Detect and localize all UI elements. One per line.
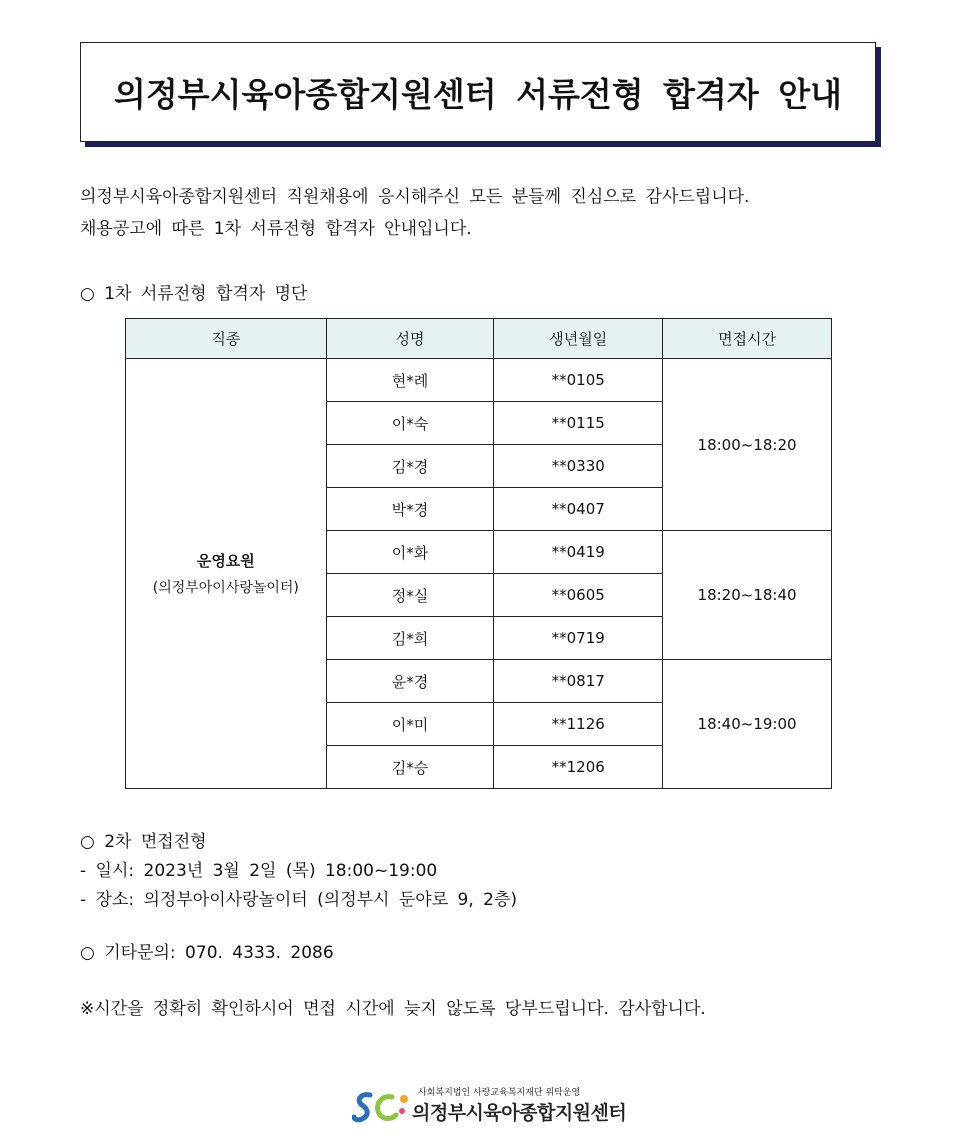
birth-cell: **1126 [494, 703, 663, 746]
name-cell: 박*경 [326, 488, 494, 531]
name-cell: 이*숙 [326, 402, 494, 445]
job-title: 운영요원 [196, 552, 255, 570]
footer-logo [352, 1085, 626, 1125]
job-subtitle: (의정부아이사랑놀이터) [152, 580, 299, 596]
notice-text: ※시간을 정확히 확인하시어 면접 시간에 늦지 않도록 당부드립니다. 감사합니다. [80, 999, 706, 1019]
intro-line-1: 의정부시육아종합지원센터 직원채용에 응시해주신 모든 분들께 진심으로 감사드립니다. [80, 187, 750, 207]
page-title: 의정부시육아종합지원센터 서류전형 합격자 안내 [114, 74, 842, 114]
birth-cell: **0407 [494, 488, 663, 531]
name-cell: 김*경 [326, 445, 494, 488]
interview-date: - 일시: 2023년 3월 2일 (목) 18:00~19:00 [80, 861, 438, 881]
birth-cell: **1206 [494, 746, 663, 789]
section2-heading: ○ 2차 면접전형 [80, 832, 207, 852]
intro-text [80, 181, 749, 245]
header-job: 직종 [126, 319, 327, 359]
name-cell: 정*실 [326, 574, 494, 617]
job-cell [126, 359, 327, 789]
section2 [80, 828, 517, 915]
interview-place: - 장소: 의정부아이사랑놀이터 (의정부시 둔야로 9, 2층) [80, 890, 518, 910]
name-cell: 이*화 [326, 531, 494, 574]
center-logo-icon [352, 1089, 410, 1125]
footer-subtitle: 사회복지법인 사랑교육복지재단 위탁운영 [418, 1088, 581, 1098]
name-cell: 김*희 [326, 617, 494, 660]
title-box [80, 42, 876, 142]
name-cell: 현*례 [326, 359, 494, 402]
birth-cell: **0115 [494, 402, 663, 445]
birth-cell: **0817 [494, 660, 663, 703]
birth-cell: **0419 [494, 531, 663, 574]
header-interview-time: 면접시간 [663, 319, 832, 359]
contact-info: ○ 기타문의: 070. 4333. 2086 [80, 943, 334, 963]
birth-cell: **0719 [494, 617, 663, 660]
name-cell: 이*미 [326, 703, 494, 746]
intro-line-2: 채용공고에 따른 1차 서류전형 합격자 안내입니다. [80, 219, 472, 239]
section1-heading: ○ 1차 서류전형 합격자 명단 [80, 284, 308, 304]
header-name: 성명 [326, 319, 494, 359]
name-cell: 김*승 [326, 746, 494, 789]
time-cell: 18:20~18:40 [663, 531, 832, 660]
birth-cell: **0605 [494, 574, 663, 617]
name-cell: 윤*경 [326, 660, 494, 703]
time-cell: 18:00~18:20 [663, 359, 832, 531]
birth-cell: **0330 [494, 445, 663, 488]
table-row [126, 359, 832, 402]
birth-cell: **0105 [494, 359, 663, 402]
passer-table [125, 318, 832, 789]
table-header-row [126, 319, 832, 359]
time-cell: 18:40~19:00 [663, 660, 832, 789]
header-birth: 생년월일 [494, 319, 663, 359]
footer-name: 의정부시육아종합지원센터 [412, 1102, 627, 1124]
